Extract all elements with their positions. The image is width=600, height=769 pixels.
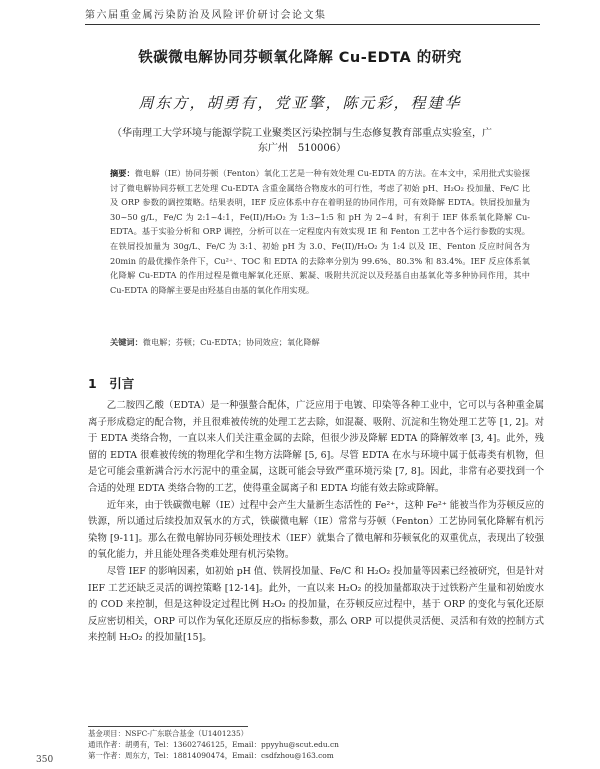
paragraph: 乙二胺四乙酸（EDTA）是一种强螯合配体，广泛应用于电镀、印染等各种工业中，它可以与各种重金属离子形成稳定的配合物，并且很难被传统的处理工艺去除，如混凝、吸附、沉淀和生物处理工艺等 [1, 2]。对于 EDTA 类络合物，一直以来人们关注重金属的去除，但很少涉及降解 EDTA 的降解效率 [3, 4]。此外，残留的 EDTA 很难被传统的物理化学和生物方法降解 [5, 6]。尽管 EDTA 在水与环境中属于低毒类有机物，但是它可能会重新满合污水污泥中的重金属，这既可能会导致严重环境污染 [7, 8]。因此，非常有必要找到一个合适的处理 EDTA 类络合物的工艺，使得重金属离子和 EDTA 均能有效去除或降解。 bbox=[88, 400, 544, 494]
paragraph: 尽管 IEF 的影响因素，如初始 pH 值、铁屑投加量、Fe/C 和 H₂O₂ 投加量等因素已经被研究，但是针对 IEF 工艺还缺乏灵活的调控策略 [12-14]。此外，一直以来 H₂O₂ 的投加量都取决于过铁粉产生量和初始废水的 COD 来控制，但是这种设定过程比例 H₂O₂ 的投加量，在芬顿反应过程中，基于 ORP 的变化与氧化还原反应密切相关，ORP 可以作为氧化还原反应的指标参数，那么 ORP 可以提供灵活便、灵活和有效的控制方式来控制 H₂O₂ 的投加量[15]。 bbox=[88, 565, 544, 644]
footnote-divider bbox=[88, 726, 248, 727]
keywords-text: 微电解；芬顿；Cu-EDTA；协同效应；氧化降解 bbox=[142, 337, 320, 347]
footnote-funding: 基金项目：NSFC-广东联合基金（U1401235） bbox=[88, 729, 249, 738]
footnotes bbox=[88, 729, 544, 761]
running-header: 第六届重金属污染防治及风险评价研讨会论文集 bbox=[85, 6, 540, 25]
keywords bbox=[110, 335, 530, 349]
abstract-label: 摘要： bbox=[110, 168, 135, 178]
section-heading-introduction: 1 引言 bbox=[88, 376, 135, 391]
abstract bbox=[110, 166, 530, 297]
author-list: 周东方，胡勇有，党亚擎，陈元彩，程建华 bbox=[138, 94, 462, 112]
page-number: 350 bbox=[36, 755, 54, 765]
abstract-text: 微电解（IE）协同芬顿（Fenton）氧化工艺是一种有效处理 Cu-EDTA 的方法。在本文中，采用批式实验探讨了微电解协同芬顿工艺处理 Cu-EDTA 含重金属络合物废水的可行性，考虑了初始 pH、H₂O₂ 投加量、Fe/C 比及 ORP 参数的调控策略。结果表明，IEF 反应体系中存在着明显的协同作用，可有效降解 EDTA。铁屑投加量为 30~50 g/L，Fe/C 为 2:1~4:1，Fe(II)/H₂O₂ 为 1:3~1:5 和 pH 为 2~4 时，有利于 IEF 体系氧化降解 Cu-EDTA。基于实验分析和 ORP 调控，分析可以在一定程度内有效实现 IE 和 Fenton 工艺中各个运行参数的实现。在铁屑投加量为 30g/L、Fe/C 为 3:1、初始 pH 为 3.0、Fe(II)/H₂O₂ 为 1:4 以及 IE、Fenton 反应时间各为 20min 的最优操作条件下，Cu²⁺、TOC 和 EDTA 的去除率分别为 99.6%、80.3% 和 83.4%。IEF 反应体系氧化降解 Cu-EDTA 的作用过程是微电解氧化还原、絮凝、吸附共沉淀以及羟基自由基氧化等多种协同作用，其中 Cu-EDTA 的降解主要是由羟基自由基的氧化作用实现。 bbox=[110, 168, 530, 295]
paper-title: 铁碳微电解协同芬顿氧化降解 Cu-EDTA 的研究 bbox=[138, 50, 462, 66]
footnote-first-author: 第一作者：周东方，Tel：18814090474，Email：csdfzhou@163.com bbox=[88, 750, 334, 760]
affiliation: （华南理工大学环境与能源学院工业聚类区污染控制与生态修复教育部重点实验室，广东广州 510006） bbox=[112, 128, 492, 154]
keywords-label: 关键词： bbox=[110, 337, 143, 347]
footnote-corresponding-author: 通讯作者：胡勇有，Tel：13602746125，Email：ppyyhu@scut.edu.cn bbox=[88, 739, 339, 749]
paragraph: 近年来，由于铁碳微电解（IE）过程中会产生大量新生态活性的 Fe²⁺，这种 Fe²⁺ 能被当作为芬顿反应的铁源，所以通过后续投加双氧水的方式，铁碳微电解（IE）常常与芬顿（Fenton）工艺协同氧化降解有机污染物 [9-11]。那么在微电解协同芬顿处理技术（IEF）就集合了微电解和芬顿氧化的双重优点，表现出了较强的氧化能力，并且能处理各类难处理有机污染物。 bbox=[88, 499, 544, 561]
introduction-body bbox=[88, 398, 544, 647]
